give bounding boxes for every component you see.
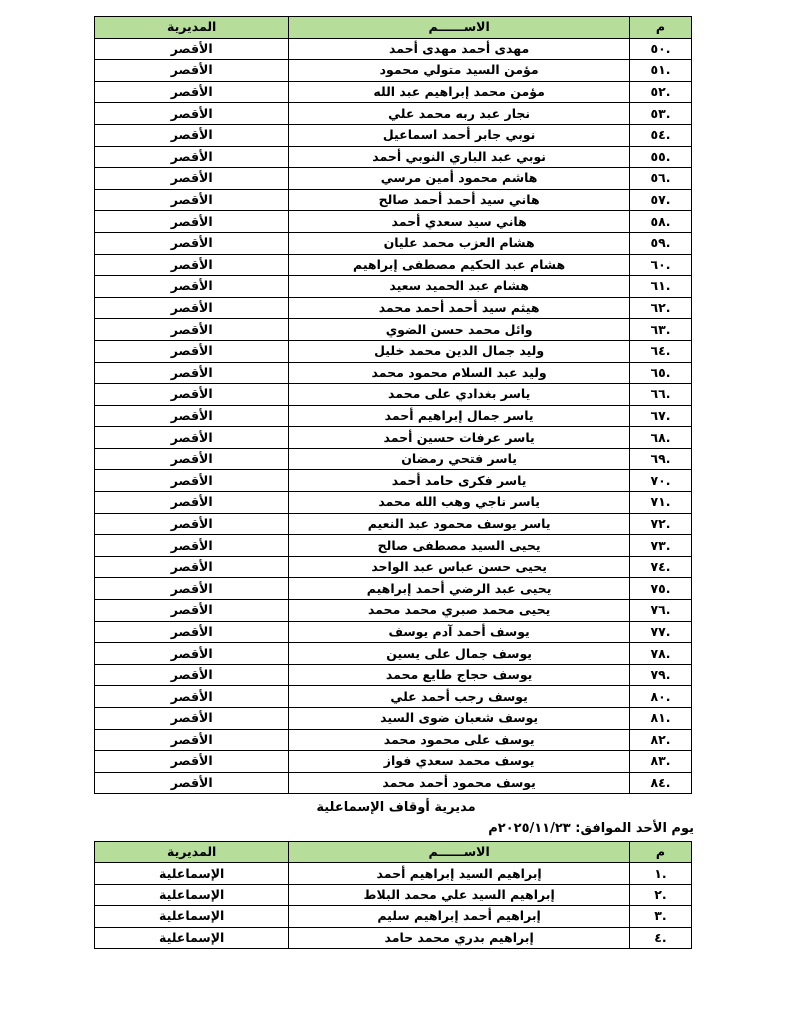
table-row xyxy=(95,124,692,146)
table-row xyxy=(95,319,692,341)
table-row xyxy=(95,340,692,362)
row-directorate: الأقصر xyxy=(95,189,289,211)
row-number: .٧١ xyxy=(629,492,691,514)
table-body xyxy=(95,38,692,794)
row-number: .٥٨ xyxy=(629,211,691,233)
row-number: .٥٣ xyxy=(629,103,691,125)
header-number: م xyxy=(629,17,691,39)
row-name: ياسر فتحي رمضان xyxy=(289,448,630,470)
table-row xyxy=(95,513,692,535)
table-row xyxy=(95,772,692,794)
table-row xyxy=(95,81,692,103)
row-name: هشام عبد الحكيم مصطفى إبراهيم xyxy=(289,254,630,276)
table-row xyxy=(95,254,692,276)
table-row xyxy=(95,297,692,319)
row-number: .٧٧ xyxy=(629,621,691,643)
row-number: .٥٠ xyxy=(629,38,691,60)
row-number: .٦٨ xyxy=(629,427,691,449)
row-number: .٤ xyxy=(629,927,691,948)
table-header-row xyxy=(95,17,692,39)
candidates-table-ismailia xyxy=(94,841,692,949)
row-name: إبراهيم أحمد إبراهيم سليم xyxy=(289,906,630,927)
row-name: يوسف حجاج طايع محمد xyxy=(289,664,630,686)
row-name: وائل محمد حسن الضوي xyxy=(289,319,630,341)
row-directorate: الأقصر xyxy=(95,168,289,190)
row-name: مؤمن السيد متولي محمود xyxy=(289,60,630,82)
row-number: .٦٤ xyxy=(629,340,691,362)
row-number: .٦٩ xyxy=(629,448,691,470)
row-directorate: الأقصر xyxy=(95,211,289,233)
row-directorate: الأقصر xyxy=(95,60,289,82)
row-directorate: الأقصر xyxy=(95,772,289,794)
row-name: مؤمن محمد إبراهيم عبد الله xyxy=(289,81,630,103)
table-row xyxy=(95,535,692,557)
row-name: ياسر جمال إبراهيم أحمد xyxy=(289,405,630,427)
row-directorate: الأقصر xyxy=(95,513,289,535)
header-name: الاســــــم xyxy=(289,17,630,39)
table-row xyxy=(95,729,692,751)
table-row xyxy=(95,38,692,60)
row-directorate: الإسماعلية xyxy=(95,927,289,948)
row-directorate: الأقصر xyxy=(95,297,289,319)
table-row xyxy=(95,189,692,211)
row-directorate: الأقصر xyxy=(95,492,289,514)
row-directorate: الأقصر xyxy=(95,600,289,622)
row-number: .٦٧ xyxy=(629,405,691,427)
row-number: .٦٦ xyxy=(629,384,691,406)
row-number: .٦٥ xyxy=(629,362,691,384)
table-row xyxy=(95,600,692,622)
row-name: يوسف شعبان ضوى السيد xyxy=(289,708,630,730)
row-name: يوسف رجب أحمد علي xyxy=(289,686,630,708)
row-name: هاشم محمود أمين مرسي xyxy=(289,168,630,190)
table-row xyxy=(95,751,692,773)
row-number: .٧٣ xyxy=(629,535,691,557)
row-directorate: الأقصر xyxy=(95,448,289,470)
table-row xyxy=(95,556,692,578)
row-directorate: الأقصر xyxy=(95,751,289,773)
table-row xyxy=(95,664,692,686)
row-number: .٣ xyxy=(629,906,691,927)
table-row xyxy=(95,362,692,384)
row-name: ياسر فكرى حامد أحمد xyxy=(289,470,630,492)
row-number: .٧٠ xyxy=(629,470,691,492)
row-number: .٧٨ xyxy=(629,643,691,665)
row-directorate: الأقصر xyxy=(95,470,289,492)
row-number: .٥١ xyxy=(629,60,691,82)
row-name: ياسر يوسف محمود عبد النعيم xyxy=(289,513,630,535)
table-row xyxy=(95,470,692,492)
row-name: نجار عبد ربه محمد علي xyxy=(289,103,630,125)
row-number: .٦٠ xyxy=(629,254,691,276)
row-name: ياسر ناجي وهب الله محمد xyxy=(289,492,630,514)
row-number: .٧٥ xyxy=(629,578,691,600)
table-row xyxy=(95,211,692,233)
row-name: وليد جمال الدين محمد خليل xyxy=(289,340,630,362)
row-directorate: الأقصر xyxy=(95,621,289,643)
row-number: .٥٤ xyxy=(629,124,691,146)
table-row xyxy=(95,146,692,168)
row-name: يوسف على محمود محمد xyxy=(289,729,630,751)
header-number: م xyxy=(629,842,691,863)
table-row xyxy=(95,427,692,449)
row-directorate: الأقصر xyxy=(95,319,289,341)
row-directorate: الإسماعلية xyxy=(95,884,289,905)
row-directorate: الأقصر xyxy=(95,103,289,125)
section-title: مديرية أوقاف الإسماعلية xyxy=(316,800,476,815)
row-directorate: الأقصر xyxy=(95,535,289,557)
row-name: يحيى حسن عباس عبد الواحد xyxy=(289,556,630,578)
table-row xyxy=(95,708,692,730)
row-name: يوسف جمال على يسين xyxy=(289,643,630,665)
row-directorate: الأقصر xyxy=(95,405,289,427)
row-name: يحيى محمد صبري محمد محمد xyxy=(289,600,630,622)
row-directorate: الأقصر xyxy=(95,124,289,146)
row-directorate: الإسماعلية xyxy=(95,906,289,927)
row-number: .٦١ xyxy=(629,276,691,298)
header-directorate: المديرية xyxy=(95,17,289,39)
row-number: .١ xyxy=(629,863,691,884)
row-name: إبراهيم السيد علي محمد البلاط xyxy=(289,884,630,905)
table-row xyxy=(95,60,692,82)
row-number: .٥٩ xyxy=(629,232,691,254)
row-name: يوسف أحمد آدم يوسف xyxy=(289,621,630,643)
row-name: يحيى عبد الرضي أحمد إبراهيم xyxy=(289,578,630,600)
row-directorate: الأقصر xyxy=(95,729,289,751)
row-name: إبراهيم بدري محمد حامد xyxy=(289,927,630,948)
row-name: هاني سيد سعدي أحمد xyxy=(289,211,630,233)
row-number: .٦٢ xyxy=(629,297,691,319)
table-row xyxy=(95,578,692,600)
row-number: .٧٤ xyxy=(629,556,691,578)
table-row xyxy=(95,863,692,884)
row-name: نوبي جابر أحمد اسماعيل xyxy=(289,124,630,146)
row-directorate: الأقصر xyxy=(95,556,289,578)
row-directorate: الأقصر xyxy=(95,38,289,60)
row-name: يوسف محمد سعدي فواز xyxy=(289,751,630,773)
row-directorate: الأقصر xyxy=(95,254,289,276)
row-number: .٥٥ xyxy=(629,146,691,168)
table-row xyxy=(95,405,692,427)
row-number: .٨٢ xyxy=(629,729,691,751)
table-row xyxy=(95,621,692,643)
table-header-row xyxy=(95,842,692,863)
table-row xyxy=(95,103,692,125)
row-name: ياسر بغدادي على محمد xyxy=(289,384,630,406)
row-name: يوسف محمود أحمد محمد xyxy=(289,772,630,794)
row-directorate: الأقصر xyxy=(95,232,289,254)
row-name: مهدى أحمد مهدى أحمد xyxy=(289,38,630,60)
row-name: هاني سيد أحمد أحمد صالح xyxy=(289,189,630,211)
row-number: .٧٦ xyxy=(629,600,691,622)
table-row xyxy=(95,448,692,470)
header-name: الاســــــم xyxy=(289,842,630,863)
row-name: هشام العزب محمد عليان xyxy=(289,232,630,254)
row-name: إبراهيم السيد إبراهيم أحمد xyxy=(289,863,630,884)
candidates-table-luxor xyxy=(94,16,692,794)
row-number: .٢ xyxy=(629,884,691,905)
table-row xyxy=(95,492,692,514)
row-number: .٨٤ xyxy=(629,772,691,794)
table-row xyxy=(95,384,692,406)
header-directorate: المديرية xyxy=(95,842,289,863)
row-directorate: الأقصر xyxy=(95,362,289,384)
row-directorate: الأقصر xyxy=(95,578,289,600)
row-directorate: الأقصر xyxy=(95,384,289,406)
row-directorate: الأقصر xyxy=(95,146,289,168)
row-number: .٥٦ xyxy=(629,168,691,190)
table-row xyxy=(95,643,692,665)
row-number: .٦٣ xyxy=(629,319,691,341)
row-name: نوبي عبد الباري النوبي أحمد xyxy=(289,146,630,168)
table-row xyxy=(95,232,692,254)
row-directorate: الأقصر xyxy=(95,340,289,362)
row-number: .٥٢ xyxy=(629,81,691,103)
table-row xyxy=(95,906,692,927)
table-row xyxy=(95,884,692,905)
row-name: هشام عبد الحميد سعيد xyxy=(289,276,630,298)
row-directorate: الأقصر xyxy=(95,643,289,665)
row-number: .٨٠ xyxy=(629,686,691,708)
table-row xyxy=(95,927,692,948)
table-row xyxy=(95,686,692,708)
row-directorate: الأقصر xyxy=(95,708,289,730)
row-directorate: الإسماعلية xyxy=(95,863,289,884)
row-number: .٨١ xyxy=(629,708,691,730)
table-row xyxy=(95,276,692,298)
row-name: وليد عبد السلام محمود محمد xyxy=(289,362,630,384)
row-directorate: الأقصر xyxy=(95,427,289,449)
row-directorate: الأقصر xyxy=(95,664,289,686)
row-name: ياسر عرفات حسين أحمد xyxy=(289,427,630,449)
row-name: هيثم سيد أحمد أحمد محمد xyxy=(289,297,630,319)
row-directorate: الأقصر xyxy=(95,81,289,103)
row-number: .٧٩ xyxy=(629,664,691,686)
table-row xyxy=(95,168,692,190)
row-directorate: الأقصر xyxy=(95,276,289,298)
row-number: .٨٣ xyxy=(629,751,691,773)
row-number: .٧٢ xyxy=(629,513,691,535)
row-directorate: الأقصر xyxy=(95,686,289,708)
date-line: يوم الأحد الموافق: ٢٠٢٥/١١/٢٣م xyxy=(488,821,694,836)
row-name: يحيى السيد مصطفى صالح xyxy=(289,535,630,557)
row-number: .٥٧ xyxy=(629,189,691,211)
table-body xyxy=(95,863,692,949)
